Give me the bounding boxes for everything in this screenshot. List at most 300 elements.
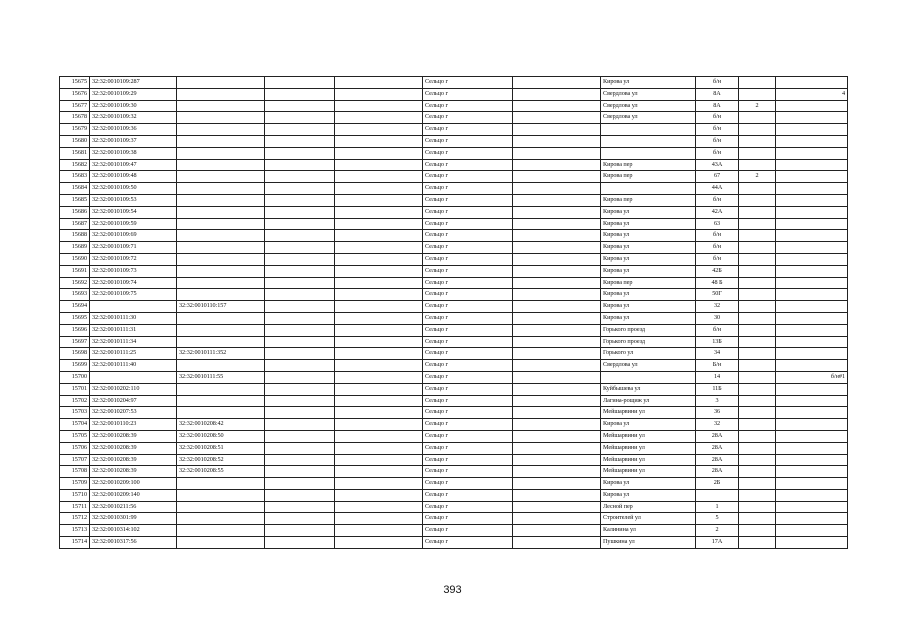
empty-cell [513,277,601,289]
city-cell: Сельцо г [423,147,513,159]
row-number-cell: 15698 [60,348,90,360]
city-cell: Сельцо г [423,336,513,348]
cadastral-number-cell: 32:32:0010109:38 [90,147,177,159]
building-cell [739,454,776,466]
house-number-cell: 32 [696,419,739,431]
table-row [60,289,848,301]
extra-cadastral-cell [265,395,335,407]
empty-cell [335,466,423,478]
apartment-cell [776,147,848,159]
table-row [60,253,848,265]
city-cell: Сельцо г [423,489,513,501]
extra-cadastral-cell [265,218,335,230]
empty-cell [335,454,423,466]
parent-cadastral-number-cell: 32:32:0010208:42 [177,419,265,431]
street-cell: Куйбышева ул [601,383,696,395]
row-number-cell: 15706 [60,442,90,454]
table-row [60,312,848,324]
row-number-cell: 15686 [60,206,90,218]
row-number-cell: 15700 [60,371,90,383]
parent-cadastral-number-cell [177,324,265,336]
parent-cadastral-number-cell [177,336,265,348]
cadastral-number-cell: 32:32:0010208:39 [90,454,177,466]
row-number-cell: 15693 [60,289,90,301]
street-cell: Кирова ул [601,301,696,313]
house-number-cell: б/н [696,324,739,336]
cadastral-number-cell: 32:32:0010209:140 [90,489,177,501]
extra-cadastral-cell [265,419,335,431]
house-number-cell: 32 [696,301,739,313]
empty-cell [513,454,601,466]
row-number-cell: 15691 [60,265,90,277]
city-cell: Сельцо г [423,277,513,289]
building-cell [739,135,776,147]
street-cell: Кирова пер [601,159,696,171]
apartment-cell [776,289,848,301]
empty-cell [513,242,601,254]
city-cell: Сельцо г [423,301,513,313]
street-cell [601,124,696,136]
empty-cell [335,277,423,289]
street-cell: Кирова ул [601,289,696,301]
apartment-cell [776,430,848,442]
row-number-cell: 15712 [60,513,90,525]
extra-cadastral-cell [265,430,335,442]
city-cell: Сельцо г [423,289,513,301]
cadastral-number-cell: 32:32:0010109:47 [90,159,177,171]
city-cell: Сельцо г [423,159,513,171]
parent-cadastral-number-cell [177,242,265,254]
empty-cell [513,442,601,454]
house-number-cell: 28А [696,466,739,478]
cadastral-number-cell: 32:32:0010109:73 [90,265,177,277]
empty-cell [335,183,423,195]
row-number-cell: 15679 [60,124,90,136]
extra-cadastral-cell [265,147,335,159]
row-number-cell: 15682 [60,159,90,171]
street-cell: Кирова ул [601,419,696,431]
table-row [60,265,848,277]
empty-cell [335,478,423,490]
table-row [60,301,848,313]
empty-cell [335,253,423,265]
extra-cadastral-cell [265,442,335,454]
building-cell [739,525,776,537]
house-number-cell: 17А [696,537,739,549]
extra-cadastral-cell [265,265,335,277]
empty-cell [335,525,423,537]
apartment-cell [776,112,848,124]
house-number-cell: 42Б [696,265,739,277]
parent-cadastral-number-cell [177,124,265,136]
empty-cell [513,312,601,324]
empty-cell [335,88,423,100]
empty-cell [335,100,423,112]
empty-cell [513,348,601,360]
cadastral-number-cell: 32:32:0010209:100 [90,478,177,490]
house-number-cell: 67 [696,171,739,183]
city-cell: Сельцо г [423,348,513,360]
empty-cell [513,360,601,372]
table-row [60,183,848,195]
table-row [60,430,848,442]
parent-cadastral-number-cell [177,253,265,265]
house-number-cell: б/н [696,230,739,242]
house-number-cell: 5 [696,513,739,525]
street-cell: Кирова ул [601,253,696,265]
row-number-cell: 15709 [60,478,90,490]
parent-cadastral-number-cell: 32:32:0010208:55 [177,466,265,478]
street-cell: Мейшарвини ул [601,466,696,478]
extra-cadastral-cell [265,124,335,136]
table-row [60,171,848,183]
empty-cell [513,100,601,112]
apartment-cell [776,159,848,171]
apartment-cell [776,360,848,372]
empty-cell [513,537,601,549]
street-cell: Пушкина ул [601,537,696,549]
house-number-cell: 1 [696,501,739,513]
building-cell [739,277,776,289]
cadastral-number-cell: 32:32:0010204:97 [90,395,177,407]
parent-cadastral-number-cell [177,77,265,89]
cadastral-number-cell: 32:32:0010111:31 [90,324,177,336]
city-cell: Сельцо г [423,183,513,195]
page-number: 393 [443,584,462,596]
parent-cadastral-number-cell [177,489,265,501]
house-number-cell: б/н [696,112,739,124]
empty-cell [335,159,423,171]
table-row [60,112,848,124]
table-row [60,383,848,395]
extra-cadastral-cell [265,171,335,183]
empty-cell [335,537,423,549]
city-cell: Сельцо г [423,501,513,513]
row-number-cell: 15683 [60,171,90,183]
street-cell: Кирова ул [601,242,696,254]
extra-cadastral-cell [265,454,335,466]
city-cell: Сельцо г [423,135,513,147]
house-number-cell: 3 [696,395,739,407]
empty-cell [513,466,601,478]
extra-cadastral-cell [265,525,335,537]
empty-cell [513,289,601,301]
apartment-cell [776,383,848,395]
building-cell [739,88,776,100]
city-cell: Сельцо г [423,218,513,230]
row-number-cell: 15681 [60,147,90,159]
parent-cadastral-number-cell [177,383,265,395]
city-cell: Сельцо г [423,466,513,478]
building-cell [739,442,776,454]
empty-cell [335,218,423,230]
empty-cell [513,489,601,501]
row-number-cell: 15705 [60,430,90,442]
city-cell: Сельцо г [423,206,513,218]
row-number-cell: 15714 [60,537,90,549]
street-cell: Мейшарвини ул [601,442,696,454]
cadastral-number-cell: 32:32:0010109:30 [90,100,177,112]
city-cell: Сельцо г [423,77,513,89]
city-cell: Сельцо г [423,324,513,336]
street-cell: Калинина ул [601,525,696,537]
empty-cell [513,419,601,431]
parent-cadastral-number-cell [177,478,265,490]
row-number-cell: 15710 [60,489,90,501]
building-cell [739,147,776,159]
extra-cadastral-cell [265,230,335,242]
parent-cadastral-number-cell [177,206,265,218]
parent-cadastral-number-cell [177,159,265,171]
empty-cell [513,301,601,313]
table-row [60,442,848,454]
parent-cadastral-number-cell: 32:32:0010208:52 [177,454,265,466]
table-row [60,159,848,171]
parent-cadastral-number-cell: 32:32:0010110:157 [177,301,265,313]
building-cell [739,430,776,442]
house-number-cell: 36 [696,407,739,419]
parent-cadastral-number-cell [177,230,265,242]
street-cell: Мейшарвини ул [601,454,696,466]
cadastral-number-cell: 32:32:0010109:69 [90,230,177,242]
apartment-cell [776,324,848,336]
house-number-cell: 28А [696,430,739,442]
table-row [60,360,848,372]
parent-cadastral-number-cell [177,147,265,159]
empty-cell [335,135,423,147]
extra-cadastral-cell [265,360,335,372]
table-row [60,336,848,348]
cadastral-number-cell: 32:32:0010314:102 [90,525,177,537]
house-number-cell: б/н [696,242,739,254]
building-cell [739,77,776,89]
cadastral-number-cell: 32:32:0010109:29 [90,88,177,100]
apartment-cell [776,301,848,313]
empty-cell [513,124,601,136]
row-number-cell: 15702 [60,395,90,407]
apartment-cell [776,230,848,242]
cadastral-number-cell: 32:32:0010109:50 [90,183,177,195]
extra-cadastral-cell [265,206,335,218]
apartment-cell [776,242,848,254]
street-cell: Горького проезд [601,324,696,336]
street-cell: Кирова ул [601,312,696,324]
house-number-cell: б/н [696,77,739,89]
empty-cell [513,88,601,100]
empty-cell [513,230,601,242]
apartment-cell [776,77,848,89]
extra-cadastral-cell [265,371,335,383]
extra-cadastral-cell [265,407,335,419]
empty-cell [335,360,423,372]
street-cell: Кирова ул [601,265,696,277]
apartment-cell [776,265,848,277]
city-cell: Сельцо г [423,513,513,525]
cadastral-number-cell: 32:32:0010202:110 [90,383,177,395]
city-cell: Сельцо г [423,395,513,407]
street-cell: Кирова ул [601,77,696,89]
building-cell [739,336,776,348]
parent-cadastral-number-cell [177,537,265,549]
city-cell: Сельцо г [423,537,513,549]
house-number-cell: б/н [696,253,739,265]
parent-cadastral-number-cell: 32:32:0010208:51 [177,442,265,454]
parent-cadastral-number-cell [177,501,265,513]
street-cell: Свердлова ул [601,112,696,124]
house-number-cell: 50Г [696,289,739,301]
building-cell [739,124,776,136]
row-number-cell: 15695 [60,312,90,324]
building-cell [739,253,776,265]
apartment-cell [776,336,848,348]
apartment-cell [776,124,848,136]
parent-cadastral-number-cell [177,312,265,324]
table-row [60,525,848,537]
street-cell: Кирова ул [601,489,696,501]
building-cell [739,489,776,501]
row-number-cell: 15713 [60,525,90,537]
row-number-cell: 15684 [60,183,90,195]
empty-cell [335,513,423,525]
empty-cell [513,265,601,277]
city-cell: Сельцо г [423,112,513,124]
table-row [60,277,848,289]
empty-cell [335,171,423,183]
extra-cadastral-cell [265,183,335,195]
cadastral-number-cell: 32:32:0010109:54 [90,206,177,218]
apartment-cell [776,501,848,513]
row-number-cell: 15697 [60,336,90,348]
cadastral-number-cell: 32:32:0010109:287 [90,77,177,89]
extra-cadastral-cell [265,242,335,254]
building-cell [739,466,776,478]
empty-cell [513,478,601,490]
empty-cell [513,371,601,383]
table-row [60,88,848,100]
house-number-cell: б/н [696,147,739,159]
empty-cell [513,336,601,348]
building-cell: 2 [739,171,776,183]
extra-cadastral-cell [265,312,335,324]
table-row [60,407,848,419]
house-number-cell: 42А [696,206,739,218]
empty-cell [513,112,601,124]
row-number-cell: 15707 [60,454,90,466]
empty-cell [335,112,423,124]
city-cell: Сельцо г [423,230,513,242]
extra-cadastral-cell [265,289,335,301]
cadastral-number-cell: 32:32:0010208:39 [90,442,177,454]
row-number-cell: 15675 [60,77,90,89]
table-row [60,501,848,513]
street-cell: Свердлова ул [601,100,696,112]
building-cell [739,206,776,218]
row-number-cell: 15701 [60,383,90,395]
street-cell: Кирова ул [601,230,696,242]
empty-cell [513,159,601,171]
row-number-cell: 15689 [60,242,90,254]
empty-cell [513,253,601,265]
table-row [60,147,848,159]
empty-cell [513,513,601,525]
cadastral-number-cell: 32:32:0010208:39 [90,430,177,442]
apartment-cell [776,478,848,490]
street-cell: Строителей ул [601,513,696,525]
row-number-cell: 15687 [60,218,90,230]
empty-cell [335,124,423,136]
building-cell [739,265,776,277]
city-cell: Сельцо г [423,253,513,265]
city-cell: Сельцо г [423,525,513,537]
apartment-cell [776,183,848,195]
table-body [60,77,848,549]
extra-cadastral-cell [265,301,335,313]
table-row [60,194,848,206]
empty-cell [335,301,423,313]
extra-cadastral-cell [265,383,335,395]
house-number-cell: 13Б [696,336,739,348]
empty-cell [513,183,601,195]
empty-cell [335,395,423,407]
house-number-cell: 11Б [696,383,739,395]
street-cell: Лагина-рощиж ул [601,395,696,407]
house-number-cell: 8А [696,100,739,112]
street-cell: Горького ул [601,348,696,360]
street-cell [601,183,696,195]
extra-cadastral-cell [265,159,335,171]
street-cell [601,371,696,383]
extra-cadastral-cell [265,537,335,549]
apartment-cell: 4 [776,88,848,100]
city-cell: Сельцо г [423,430,513,442]
city-cell: Сельцо г [423,88,513,100]
empty-cell [335,442,423,454]
row-number-cell: 15703 [60,407,90,419]
empty-cell [513,383,601,395]
empty-cell [513,395,601,407]
extra-cadastral-cell [265,253,335,265]
apartment-cell [776,442,848,454]
house-number-cell: 8А [696,88,739,100]
parent-cadastral-number-cell [177,100,265,112]
city-cell: Сельцо г [423,478,513,490]
cadastral-number-cell: 32:32:0010211:56 [90,501,177,513]
city-cell: Сельцо г [423,454,513,466]
street-cell: Горького проезд [601,336,696,348]
parent-cadastral-number-cell [177,183,265,195]
house-number-cell: б/н [696,194,739,206]
city-cell: Сельцо г [423,242,513,254]
house-number-cell: б/н [696,124,739,136]
row-number-cell: 15711 [60,501,90,513]
empty-cell [335,230,423,242]
empty-cell [335,206,423,218]
apartment-cell [776,466,848,478]
house-number-cell [696,489,739,501]
cadastral-number-cell: 32:32:0010109:48 [90,171,177,183]
parent-cadastral-number-cell [177,171,265,183]
empty-cell [513,206,601,218]
empty-cell [335,336,423,348]
empty-cell [335,242,423,254]
house-number-cell: 28А [696,442,739,454]
city-cell: Сельцо г [423,124,513,136]
house-number-cell: 30 [696,312,739,324]
apartment-cell [776,100,848,112]
extra-cadastral-cell [265,112,335,124]
table-row [60,242,848,254]
building-cell [739,371,776,383]
